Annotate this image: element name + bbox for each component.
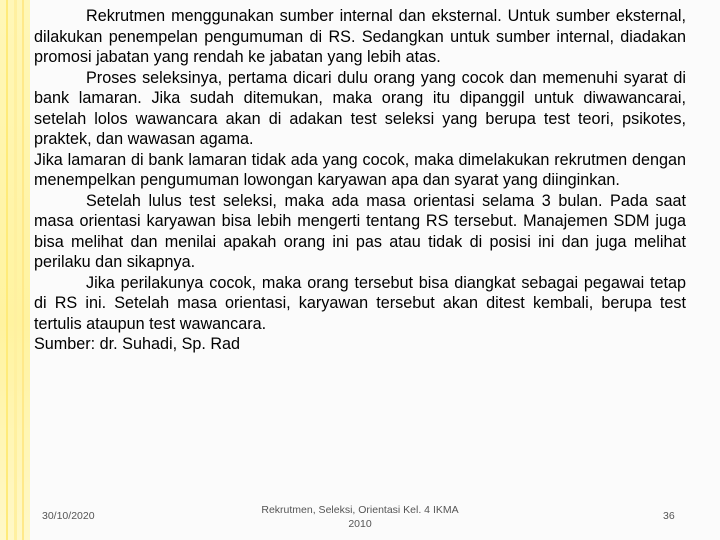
paragraph-rekrutmen-sumber: Rekrutmen menggunakan sumber internal dan eksternal. Untuk sumber eksternal, dilakukan penempelan pengumuman di RS. Sedangkan untuk sumber internal, diadakan promosi jabatan yang rendah ke jabatan yang lebih atas. <box>34 7 686 66</box>
footer-title <box>250 503 470 531</box>
band-stripe <box>14 0 17 540</box>
band-stripe <box>22 0 24 540</box>
footer-title-line2: 2010 <box>348 518 372 530</box>
paragraph-bank-lamaran: Jika lamaran di bank lamaran tidak ada yang cocok, maka dimelakukan rekrutmen dengan menempelkan pengumuman lowongan karyawan apa dan syarat yang diinginkan. <box>34 150 686 189</box>
slide-body <box>34 6 686 355</box>
slide-footer <box>0 500 720 540</box>
decorative-left-band <box>0 0 30 540</box>
paragraph-orientasi: Setelah lulus test seleksi, maka ada masa orientasi selama 3 bulan. Pada saat masa orientasi karyawan bisa lebih mengerti tentang RS tersebut. Manajemen SDM juga bisa melihat dan menilai apakah orang ini pas atau tidak di posisi ini dan juga melihat perilaku dan sikapnya. <box>34 191 686 271</box>
page-number: 36 <box>663 510 675 522</box>
paragraph-pegawai-tetap: Jika perilakunya cocok, maka orang tersebut bisa diangkat sebagai pegawai tetap di RS ini. Setelah masa orientasi, karyawan tersebut akan ditest kembali, berupa test tertulis ataupun test wawancara. <box>34 273 686 333</box>
paragraph-proses-seleksi: Proses seleksinya, pertama dicari dulu orang yang cocok dan memenuhi syarat di bank lamaran. Jika sudah ditemukan, maka orang itu dipanggil untuk diwawancarai, setelah lolos wawancara akan di adakan test seleksi yang berupa test teori, psikotes, praktek, dan wawasan agama. <box>34 68 686 148</box>
source-citation: Sumber: dr. Suhadi, Sp. Rad <box>34 335 241 353</box>
footer-title-line1: Rekrutmen, Seleksi, Orientasi Kel. 4 IKMA <box>261 504 459 516</box>
footer-date: 30/10/2020 <box>42 510 95 522</box>
band-stripe <box>6 0 8 540</box>
